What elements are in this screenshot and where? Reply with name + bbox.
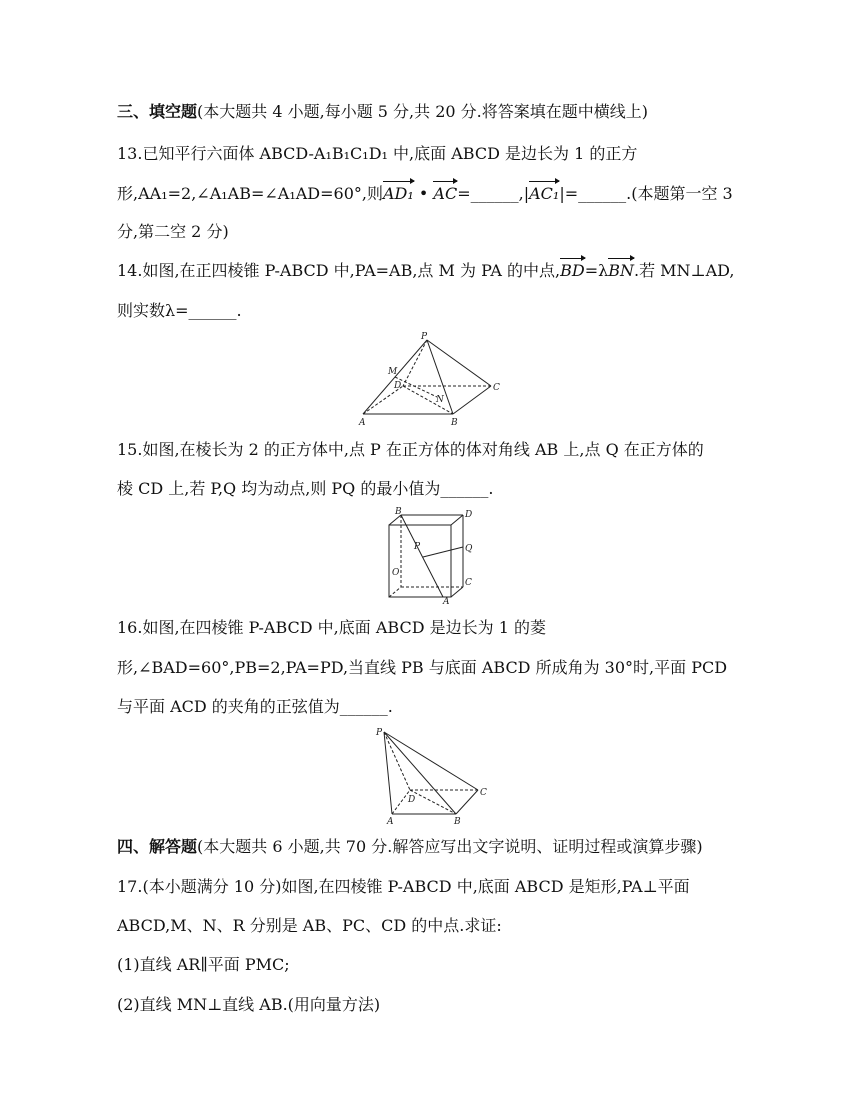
- q14-vector-bd: BD: [560, 261, 585, 280]
- q17-line-4: (2)直线 MN⊥直线 AB.(用向量方法): [117, 995, 381, 1014]
- q14-line-2: 则实数λ=______.: [117, 301, 242, 320]
- q13-vector-ac: AC: [433, 184, 458, 203]
- q14-text-a: 14.如图,在正四棱锥 P-ABCD 中,PA=AB,点 M 为 PA 的中点,: [117, 261, 561, 280]
- q13-vector-ad1: AD₁: [383, 184, 414, 203]
- label-o: O: [392, 568, 400, 578]
- q17-line-3: (1)直线 AR∥平面 PMC;: [117, 955, 290, 974]
- label-b: B: [395, 507, 402, 517]
- section-3-heading: [117, 101, 648, 123]
- label-c: C: [480, 788, 487, 798]
- q14-pyramid-figure: [355, 330, 515, 432]
- label-m: M: [388, 367, 398, 377]
- q17-line-1: 17.(本小题满分 10 分)如图,在四棱锥 P-ABCD 中,底面 ABCD 是矩形,PA⊥平面: [117, 877, 690, 896]
- label-p: P: [421, 332, 428, 342]
- label-p: P: [376, 728, 383, 738]
- label-c: C: [465, 578, 472, 588]
- label-c: C: [493, 383, 500, 393]
- label-d: D: [394, 381, 402, 391]
- q16-pyramid-figure: [370, 722, 495, 830]
- q16-pyramid-diagram: [370, 722, 495, 826]
- section-4-note: (本大题共 6 小题,共 70 分.解答应写出文字说明、证明过程或演算步骤): [197, 837, 703, 856]
- q13-line-1: 13.已知平行六面体 ABCD-A₁B₁C₁D₁ 中,底面 ABCD 是边长为 1 的正方: [117, 144, 638, 163]
- label-a: A: [387, 817, 394, 826]
- q13-vector-ac1: AC₁: [529, 184, 560, 203]
- q13-dot: •: [413, 184, 434, 203]
- q13-line-2: [117, 183, 733, 205]
- label-a: A: [359, 418, 366, 428]
- q14-vector-bn: BN: [608, 261, 634, 280]
- q15-line-2: 棱 CD 上,若 P,Q 均为动点,则 PQ 的最小值为______.: [117, 479, 494, 498]
- section-3-note: (本大题共 4 小题,每小题 5 分,共 20 分.将答案填在题中横线上): [197, 102, 648, 121]
- q13-text-c: |=______.(本题第一空 3: [559, 184, 733, 203]
- q14-line-1: [117, 260, 735, 282]
- label-d: D: [465, 510, 473, 520]
- section-4-title: 四、解答题: [117, 837, 198, 856]
- label-d: D: [408, 795, 416, 805]
- q14-text-b: .若 MN⊥AD,: [634, 261, 735, 280]
- q15-cube-figure: [385, 507, 490, 611]
- q13-line-3: 分,第二空 2 分): [117, 222, 229, 241]
- label-n: N: [436, 395, 444, 405]
- q16-line-3: 与平面 ACD 的夹角的正弦值为______.: [117, 697, 393, 716]
- q14-pyramid-diagram: [355, 330, 515, 428]
- label-p: P: [414, 542, 421, 552]
- q13-text-b: =______,|: [457, 184, 530, 203]
- label-b: B: [451, 418, 458, 428]
- section-4-heading: [117, 836, 703, 858]
- label-q: Q: [465, 544, 473, 554]
- q16-line-2: 形,∠BAD=60°,PB=2,PA=PD,当直线 PB 与底面 ABCD 所成角为 30°时,平面 PCD: [117, 658, 728, 677]
- q15-cube-diagram: [385, 507, 490, 607]
- q13-text-a: 形,AA₁=2,∠A₁AB=∠A₁AD=60°,则: [117, 184, 383, 203]
- section-3-title: 三、填空题: [117, 102, 198, 121]
- q15-line-1: 15.如图,在棱长为 2 的正方体中,点 P 在正方体的体对角线 AB 上,点 Q 在正方体的: [117, 440, 704, 459]
- q17-line-2: ABCD,M、N、R 分别是 AB、PC、CD 的中点.求证:: [117, 916, 502, 935]
- q16-line-1: 16.如图,在四棱锥 P-ABCD 中,底面 ABCD 是边长为 1 的菱: [117, 618, 546, 637]
- q14-text-mid: =λ: [584, 261, 609, 280]
- label-b: B: [454, 817, 461, 826]
- label-a: A: [443, 597, 450, 607]
